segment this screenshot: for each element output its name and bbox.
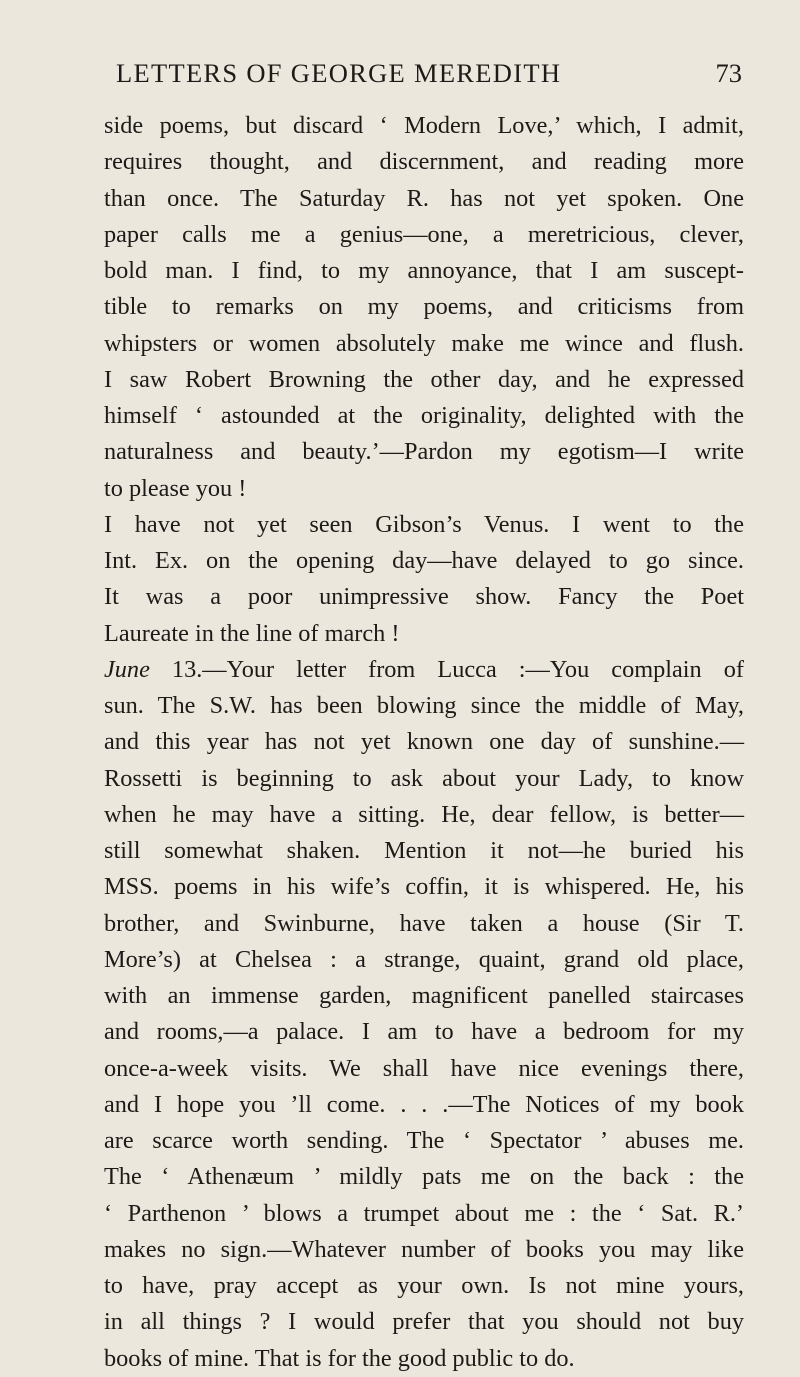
text-line: still somewhat shaken. Mention it not—he buried his <box>104 837 744 864</box>
text-line: naturalness and beauty.’—Pardon my egotism—I write <box>104 438 744 466</box>
text-line: and rooms,—a palace. I am to have a bedroom for my <box>104 1018 744 1046</box>
text-line: side poems, but discard ‘ Modern Love,’ which, I admit, <box>104 112 744 139</box>
text-line: than once. The Saturday R. has not yet spoken. One <box>104 184 744 212</box>
text-line: tible to remarks on my poems, and criticisms from <box>104 293 744 321</box>
text-line: paper calls me a genius—one, a meretricious, clever, <box>104 220 744 248</box>
date-line <box>104 652 744 688</box>
text-line: sun. The S.W. has been blowing since the middle of May, <box>104 692 744 719</box>
text-line: books of mine. That is for the good public to do. <box>104 1344 575 1372</box>
text-line: makes no sign.—Whatever number of books you may like <box>104 1235 744 1263</box>
text-line: The ‘ Athenæum ’ mildly pats me on the back : the <box>104 1163 744 1191</box>
text-line: bold man. I find, to my annoyance, that I am suscept- <box>104 257 744 284</box>
text-line: requires thought, and discernment, and reading more <box>104 148 744 176</box>
text-line: to please you ! <box>104 474 247 502</box>
text-line: Laureate in the line of march ! <box>104 619 400 647</box>
date-label: June <box>104 655 150 683</box>
text-line: More’s) at Chelsea : a strange, quaint, grand old place, <box>104 945 744 973</box>
text-line: in all things ? I would prefer that you should not buy <box>104 1308 744 1336</box>
text-line: to have, pray accept as your own. Is not mine yours, <box>104 1272 744 1299</box>
text-line: when he may have a sitting. He, dear fellow, is better— <box>104 800 744 828</box>
text-line: I saw Robert Browning the other day, and he expressed <box>104 365 744 393</box>
text-line: and I hope you ’ll come. . . .—The Notices of my book <box>104 1090 744 1118</box>
letter-text <box>104 108 744 1377</box>
running-head <box>110 58 742 94</box>
page-number: 73 <box>715 58 742 88</box>
text-line: are scarce worth sending. The ‘ Spectator ’ abuses me. <box>104 1127 744 1154</box>
text-line: MSS. poems in his wife’s coffin, it is whispered. He, his <box>104 873 744 901</box>
text-line: Rossetti is beginning to ask about your Lady, to know <box>104 764 744 792</box>
date-line-text: 13.—Your letter from Lucca :—You complain of <box>149 655 744 683</box>
text-line: I have not yet seen Gibson’s Venus. I went to the <box>104 510 744 538</box>
running-title: LETTERS OF GEORGE MEREDITH <box>116 58 562 88</box>
text-line: with an immense garden, magnificent panelled staircases <box>104 982 744 1009</box>
text-line: ‘ Parthenon ’ blows a trumpet about me : the ‘ Sat. R.’ <box>104 1199 744 1227</box>
text-line: brother, and Swinburne, have taken a house (Sir T. <box>104 909 744 937</box>
text-line: It was a poor unimpressive show. Fancy the Poet <box>104 583 744 611</box>
text-line: Int. Ex. on the opening day—have delayed to go since. <box>104 547 744 574</box>
text-line: once-a-week visits. We shall have nice evenings there, <box>104 1054 744 1082</box>
text-line: whipsters or women absolutely make me wince and flush. <box>104 329 744 357</box>
text-line: himself ‘ astounded at the originality, delighted with the <box>104 402 744 429</box>
text-line: and this year has not yet known one day of sunshine.— <box>104 728 744 756</box>
